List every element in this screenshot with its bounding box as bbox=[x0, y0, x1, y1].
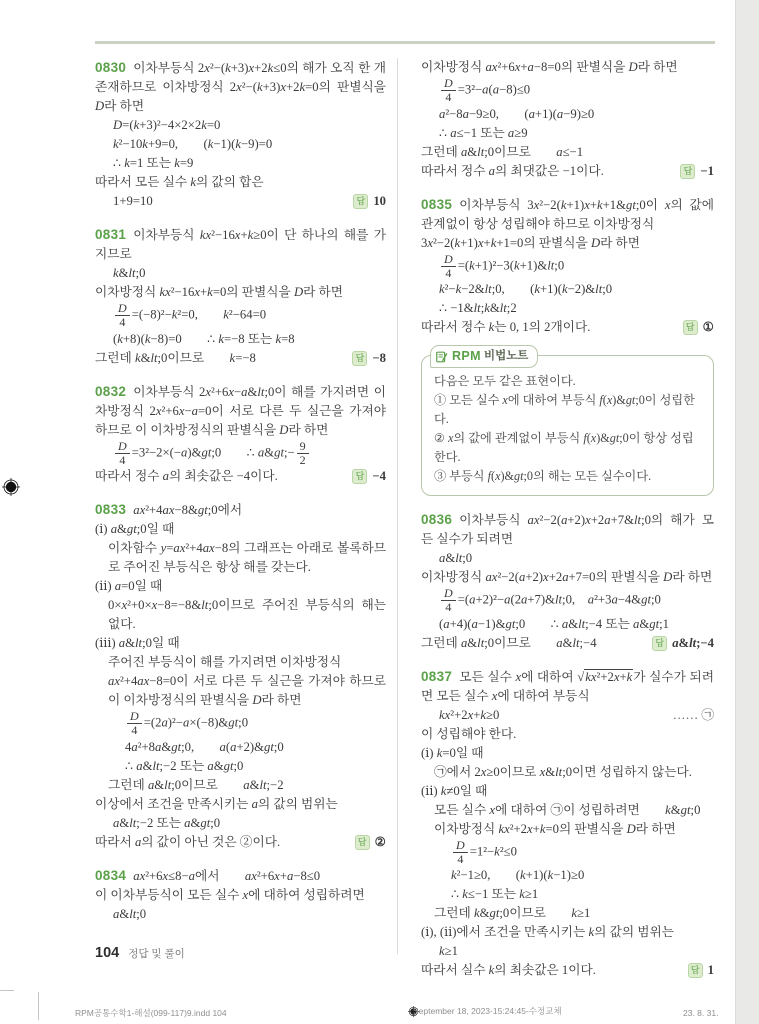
problem-number: 0835 bbox=[421, 196, 453, 212]
equation-line: (k+8)(k−8)=0 ∴ k=−8 또는 k=8 bbox=[113, 331, 295, 346]
solution-paragraph: 0833 ax²+4ax−8&gt;0에서 bbox=[95, 502, 243, 518]
solution-paragraph: 0831 이차부등식 kx²−16x+k≥0이 단 하나의 해를 가지므로 bbox=[95, 227, 387, 261]
fraction: $\frac{D}{4}$ bbox=[441, 587, 456, 615]
answer bbox=[683, 318, 714, 337]
answer bbox=[680, 162, 714, 181]
solution-paragraph: (ⅲ) a&lt;0일 때 bbox=[95, 636, 180, 651]
note-line: ③ 부등식 f(x)&gt;0의 해는 모든 실수이다. bbox=[434, 469, 652, 484]
page-footer-label: 정답 및 풀이 bbox=[128, 948, 185, 960]
equation-line: 4a²+8a&gt;0, a(a+2)&gt;0 bbox=[125, 739, 284, 754]
answer-badge: 답 bbox=[680, 164, 695, 179]
problem-block bbox=[95, 382, 386, 487]
solution-paragraph: 모든 실수 x에 대하여 ㉠이 성립하려면 k&gt;0 bbox=[434, 802, 701, 817]
answer-badge: 답 bbox=[355, 835, 370, 850]
equation-line: ∴ −1&lt;k&lt;2 bbox=[439, 301, 517, 316]
solution-paragraph: ㉠에서 2x≥0이므로 x&lt;0이면 성립하지 않는다. bbox=[434, 764, 692, 779]
fraction: $\frac{D}{4}$ bbox=[441, 77, 456, 105]
answer-line: 1+9=10 답 10 bbox=[95, 192, 386, 211]
solution-paragraph: 따라서 모든 실수 k의 값의 합은 bbox=[95, 175, 264, 189]
rpm-tip-note-box bbox=[421, 349, 714, 496]
solution-paragraph: (ⅰ) a&gt;0일 때 bbox=[95, 522, 175, 537]
equation-line: k²−k−2&lt;0, (k+1)(k−2)&lt;0 bbox=[439, 282, 613, 297]
fraction: $\frac{D}{4}$ bbox=[441, 253, 456, 281]
solution-paragraph: 0836 이차부등식 ax²−2(a+2)x+2a+7&lt;0의 해가 모든 실수가 되려면 bbox=[421, 512, 714, 547]
file-name-text: RPM공통수학1-해설(099-117)9.indd 104 bbox=[75, 1008, 227, 1018]
answer-line: 따라서 정수 a의 최댓값은 −1이다. 답 −1 bbox=[421, 162, 714, 181]
solution-paragraph: 주어진 부등식이 해를 가지려면 이차방정식 bbox=[108, 655, 342, 670]
solution-paragraph: 이차방정식 ax²+6x+a−8=0의 판별식을 D라 하면 bbox=[421, 60, 678, 74]
solution-paragraph: 이차함수 y=ax²+4ax−8의 그래프는 아래로 볼록하므로 주어진 부등식은 항상 해를 갖는다. bbox=[108, 541, 386, 575]
note-line: ② x의 값에 관계없이 부등식 f(x)&gt;0이 항상 성립한다. bbox=[434, 431, 694, 465]
solution-paragraph: (ⅱ) k≠0일 때 bbox=[421, 783, 488, 798]
note-tab bbox=[430, 345, 538, 368]
fraction: $\frac{9}{2}$ bbox=[297, 440, 309, 468]
note-line: ① 모든 실수 x에 대하여 부등식 f(x)&gt;0이 성립한다. bbox=[434, 393, 695, 427]
equation-line: ∴ k≤−1 또는 k≥1 bbox=[451, 887, 539, 902]
problem-block bbox=[421, 667, 714, 981]
problem-number: 0837 bbox=[421, 668, 453, 684]
solution-paragraph: 3x²−2(k+1)x+k+1=0의 판별식을 D라 하면 bbox=[421, 235, 641, 250]
equation-line: a&lt;0 bbox=[439, 551, 473, 566]
solution-paragraph: 이 이차부등식이 모든 실수 x에 대하여 성립하려면 bbox=[95, 887, 365, 902]
answer bbox=[352, 467, 386, 486]
equation-line: D=(k+3)²−4×2×2k=0 bbox=[113, 118, 221, 132]
equation-line: kx²+2x+k≥0 …… ㉠ bbox=[421, 706, 714, 725]
header-rule bbox=[95, 41, 715, 44]
page-footer bbox=[95, 944, 185, 964]
answer-line: 따라서 정수 a의 최솟값은 −4이다. 답 −4 bbox=[95, 467, 386, 486]
reference-label: …… ㉠ bbox=[672, 707, 714, 722]
answer-badge: 답 bbox=[353, 194, 368, 209]
equation-line: ∴ a≤−1 또는 a≥9 bbox=[439, 125, 528, 140]
page-edge bbox=[735, 0, 759, 1024]
problem-block bbox=[95, 500, 386, 852]
equation-line: ∴ a&lt;−2 또는 a&gt;0 bbox=[125, 758, 244, 773]
answer bbox=[352, 349, 386, 368]
solution-paragraph: ax²+4ax−8=0이 서로 다른 두 실근을 가져야 하므로 이 이차방정식의 판별식을 D라 하면 bbox=[108, 674, 386, 708]
note-title: 비법노트 bbox=[483, 350, 529, 363]
answer-line: 그런데 k&lt;0이므로 k=−8 답 −8 bbox=[95, 349, 386, 368]
answer-line: 그런데 a&lt;0이므로 a&lt;−4 답 a&lt;−4 bbox=[421, 634, 714, 653]
equation-line: a&lt;0 bbox=[113, 906, 147, 921]
answer-badge: 답 bbox=[352, 469, 367, 484]
crop-mark bbox=[0, 990, 14, 991]
page-number: 104 bbox=[95, 945, 120, 961]
column-divider bbox=[397, 58, 398, 954]
answer-badge: 답 bbox=[683, 320, 698, 335]
equation-line: a&lt;−2 또는 a&gt;0 bbox=[113, 815, 221, 830]
answer bbox=[355, 833, 386, 852]
answer-line: 따라서 실수 k의 최솟값은 1이다. 답 1 bbox=[421, 961, 714, 980]
fraction: $\frac{D}{4}$ bbox=[453, 839, 468, 867]
solution-paragraph: 이차방정식 kx²−16x+k=0의 판별식을 D라 하면 bbox=[95, 285, 344, 299]
answer-badge: 답 bbox=[652, 636, 667, 651]
equation-line: $\frac{D}{4}$ =(−8)²−k²=0, k²−64=0 bbox=[95, 302, 386, 330]
equation-line: $\frac{D}{4}$ =(2a)²−a×(−8)&gt;0 bbox=[95, 710, 386, 738]
registration-mark-icon bbox=[2, 478, 20, 496]
solution-paragraph: (ⅱ) a=0일 때 bbox=[95, 579, 163, 594]
equation-line: $\frac{D}{4}$ =(a+2)²−a(2a+7)&lt;0, a²+3a−4&gt;0 bbox=[421, 587, 714, 615]
answer-line: 따라서 a의 값이 아닌 것은 ②이다. 답 ② bbox=[95, 833, 386, 852]
answer bbox=[652, 634, 714, 653]
problem-block bbox=[95, 58, 386, 211]
answer-value: −1 bbox=[700, 163, 714, 178]
answer-value: ① bbox=[702, 320, 714, 335]
problem-block bbox=[421, 58, 714, 181]
solution-paragraph: 이차방정식 kx²+2x+k=0의 판별식을 D라 하면 bbox=[434, 821, 676, 836]
equation-line: k&lt;0 bbox=[113, 266, 146, 280]
solution-paragraph: 0837 모든 실수 x에 대하여 √kx²+2x+k가 실수가 되려면 모든 실수 x에 대하여 부등식 bbox=[421, 668, 714, 703]
problem-number: 0831 bbox=[95, 227, 127, 242]
equation-line: $\frac{D}{4}$ =1²−k²≤0 bbox=[421, 839, 714, 867]
answer-badge: 답 bbox=[352, 351, 367, 366]
solution-paragraph: 0835 이차부등식 3x²−2(k+1)x+k+1&gt;0이 x의 값에 관계없이 항상 성립해야 하므로 이차방정식 bbox=[421, 196, 715, 231]
solution-paragraph: 이차방정식 ax²−2(a+2)x+2a+7=0의 판별식을 D라 하면 bbox=[421, 570, 713, 585]
answer-value: −8 bbox=[372, 350, 386, 365]
equation-line: (a+4)(a−1)&gt;0 ∴ a&lt;−4 또는 a&gt;1 bbox=[439, 616, 669, 631]
solution-paragraph: 0830 이차부등식 2x²−(k+3)x+2k≤0의 해가 오직 한 개 존재하므로 이차방정식 2x²−(k+3)x+2k=0의 판별식을 D라 하면 bbox=[95, 60, 387, 113]
problem-number: 0832 bbox=[95, 383, 127, 399]
answer bbox=[353, 192, 386, 211]
problem-block bbox=[421, 195, 714, 338]
left-column bbox=[95, 58, 386, 938]
problem-block bbox=[95, 225, 386, 368]
equation-line: $\frac{D}{4}$ =3²−2×(−a)&gt;0 ∴ a&gt;− $\frac{9}{2}$ bbox=[95, 440, 386, 468]
solution-paragraph: 그런데 a&lt;0이므로 a≤−1 bbox=[421, 144, 584, 159]
solution-paragraph: 0834 ax²+6x≤8−a에서 ax²+6x+a−8≤0 bbox=[95, 867, 321, 883]
answer-value: a&lt;−4 bbox=[672, 635, 714, 650]
equation-line: $\frac{D}{4}$ =(k+1)²−3(k+1)&lt;0 bbox=[421, 253, 714, 281]
prepress-footer bbox=[0, 998, 759, 1024]
answer-line: 따라서 정수 k는 0, 1의 2개이다. 답 ① bbox=[421, 318, 714, 337]
problem-number: 0834 bbox=[95, 867, 127, 883]
equation-line: k≥1 bbox=[439, 944, 458, 959]
equation-line: $\frac{D}{4}$ =3²−a(a−8)≤0 bbox=[421, 77, 714, 105]
equation-line: ∴ k=1 또는 k=9 bbox=[113, 156, 194, 170]
problem-number: 0830 bbox=[95, 60, 127, 75]
solution-paragraph: (ⅰ), (ⅱ)에서 조건을 만족시키는 k의 값의 범위는 bbox=[421, 925, 675, 940]
right-column bbox=[421, 58, 714, 994]
problem-number: 0836 bbox=[421, 512, 453, 528]
answer bbox=[688, 961, 714, 980]
answer-badge: 답 bbox=[688, 963, 703, 978]
fraction: $\frac{D}{4}$ bbox=[115, 440, 130, 468]
note-line: 다음은 모두 같은 표현이다. bbox=[434, 374, 576, 389]
answer-value: −4 bbox=[372, 469, 386, 484]
solution-paragraph: 이상에서 조건을 만족시키는 a의 값의 범위는 bbox=[95, 796, 338, 811]
timestamp-text: September 18, 2023-15:24:45-수정교체 bbox=[408, 1002, 562, 1021]
answer-value: ② bbox=[374, 834, 386, 849]
solution-paragraph: 0×x²+0×x−8=−8&lt;0이므로 주어진 부등식의 해는 없다. bbox=[108, 598, 386, 632]
answer-value: 1 bbox=[707, 963, 714, 978]
equation-line: a²−8a−9≥0, (a+1)(a−9)≥0 bbox=[439, 106, 595, 121]
solution-paragraph: 이 성립해야 한다. bbox=[421, 726, 517, 741]
answer-value: 10 bbox=[373, 194, 386, 208]
fraction: $\frac{D}{4}$ bbox=[127, 710, 142, 738]
date-text: 23. 8. 31. bbox=[683, 1008, 719, 1018]
sqrt-expression: √kx²+2x+k bbox=[577, 669, 633, 684]
memo-icon bbox=[435, 350, 449, 364]
problem-block bbox=[421, 510, 714, 653]
equation-line: k²−10k+9=0, (k−1)(k−9)=0 bbox=[113, 137, 273, 151]
solution-paragraph: 그런데 a&lt;0이므로 a&lt;−2 bbox=[108, 777, 284, 792]
equation-line: k²−1≥0, (k+1)(k−1)≥0 bbox=[451, 868, 585, 883]
fraction: $\frac{D}{4}$ bbox=[115, 302, 130, 330]
solution-paragraph: 0832 이차부등식 2x²+6x−a&lt;0이 해를 가지려면 이차방정식 2x²+6x−a=0이 서로 다른 두 실근을 가져야 하므로 이 이차방정식의 판별식을 D라 하면 bbox=[95, 383, 387, 437]
problem-number: 0833 bbox=[95, 502, 127, 518]
problem-block bbox=[95, 866, 386, 924]
note-brand: RPM bbox=[452, 349, 481, 364]
solution-paragraph: (ⅰ) k=0일 때 bbox=[421, 745, 484, 760]
solution-paragraph: 그런데 k&gt;0이므로 k≥1 bbox=[434, 906, 591, 921]
